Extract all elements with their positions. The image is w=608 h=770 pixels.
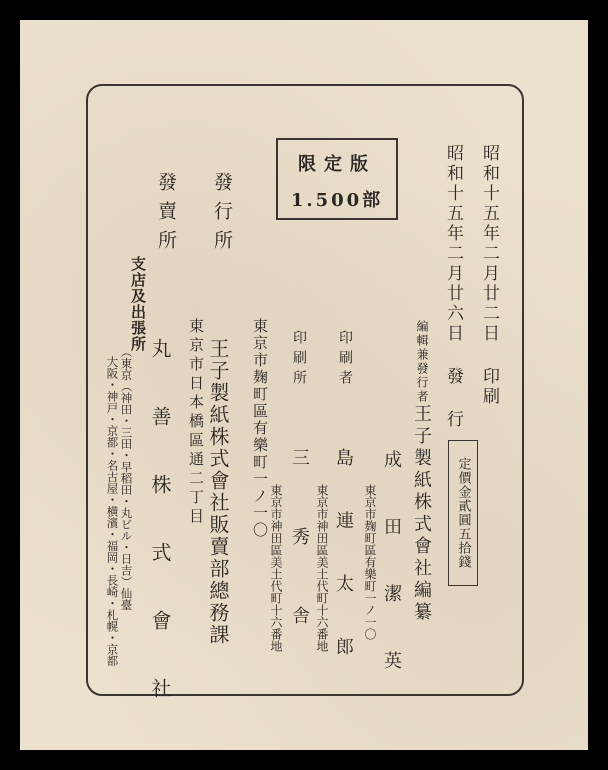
editor-company: 王子製紙株式會社編纂 bbox=[411, 404, 432, 624]
price-text: 定價金貳圓五拾錢 bbox=[455, 457, 471, 569]
publisher-label: 發行所 bbox=[211, 172, 233, 259]
issue-date: 昭和十五年二月廿六日 發 行 bbox=[443, 144, 463, 430]
editor-representative: 成 田 潔 英 bbox=[381, 450, 402, 683]
limited-edition-title: 限定版 bbox=[298, 154, 376, 175]
printing-house-name: 三 秀 舎 bbox=[289, 448, 310, 644]
distributor-address: 東京市日本橋區通二丁目 bbox=[187, 318, 205, 527]
printer-label: 印刷者 bbox=[337, 330, 353, 390]
branches-line2: 大阪・神戸・京都・名古屋・横濱・福岡・長崎・札幌・京都 bbox=[105, 356, 120, 667]
limited-edition-box bbox=[276, 138, 398, 220]
editor-label: 編輯兼發行者 bbox=[415, 320, 429, 404]
distributor-name: 丸 善 株 式 會 社 bbox=[148, 338, 172, 710]
editor-address: 東京市麹町區有樂町一ノ一〇 bbox=[363, 484, 377, 640]
colophon-page bbox=[20, 20, 588, 750]
printer-address: 東京市神田區美土代町十六番地 bbox=[315, 484, 329, 652]
publisher-address: 東京市麹町區有樂町一ノ一〇 bbox=[251, 318, 269, 539]
printer-name: 島 連 太 郎 bbox=[333, 448, 354, 667]
print-date: 昭和十五年二月廿二日 印刷 bbox=[479, 144, 499, 407]
branches-line1: （東京（神田・三田・早稻田・丸ビル・日吉）仙臺 bbox=[119, 346, 134, 611]
printing-house-address: 東京市神田區美土代町十六番地 bbox=[269, 484, 283, 652]
distributor-label: 發賣所 bbox=[155, 172, 177, 259]
limited-edition-count: 1.500部 bbox=[290, 190, 384, 211]
printing-house-label: 印刷所 bbox=[291, 330, 307, 390]
price-box bbox=[448, 440, 478, 586]
branches-label: 支店及出張所 bbox=[129, 256, 147, 352]
publisher-name: 王子製紙株式會社販賣部總務課 bbox=[206, 338, 230, 646]
